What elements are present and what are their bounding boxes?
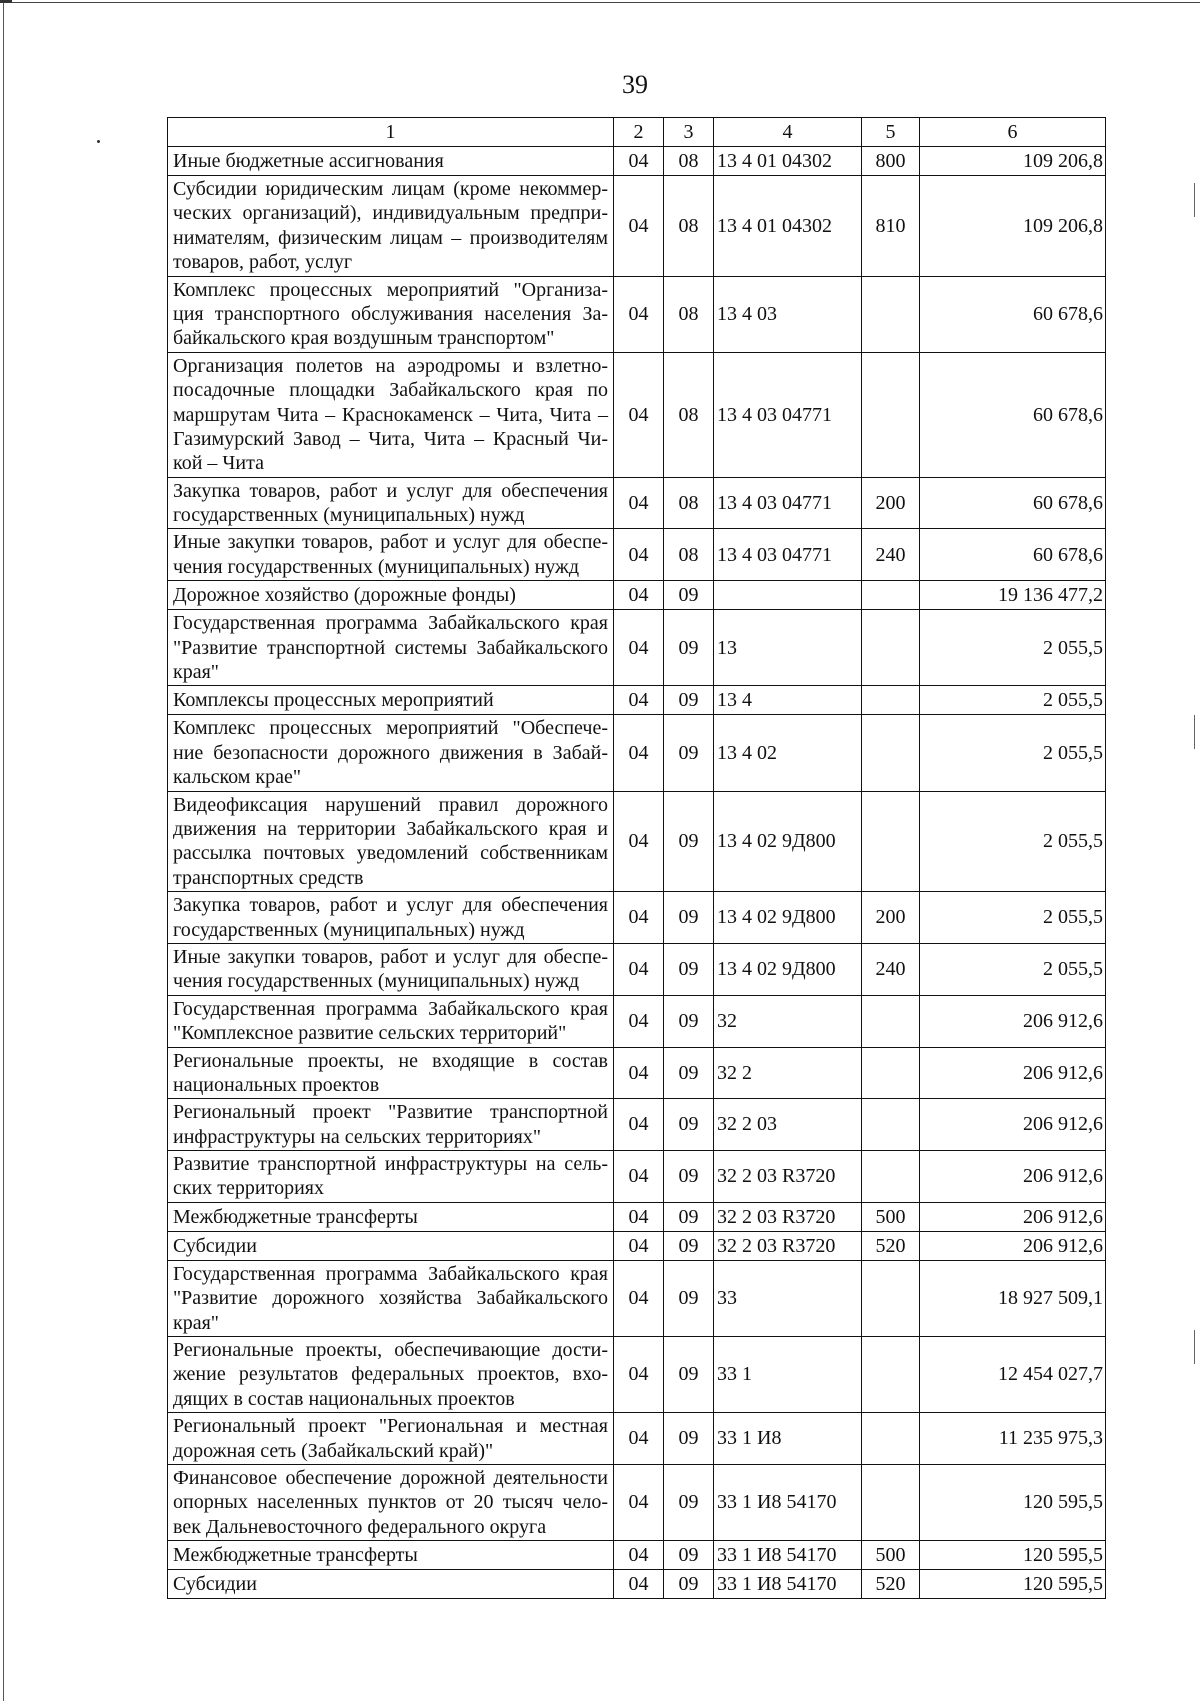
cell-section: 04 [614, 995, 664, 1047]
cell-amount: 206 912,6 [920, 1099, 1106, 1151]
cell-expense-type [862, 581, 920, 610]
cell-section: 04 [614, 892, 664, 944]
table-row [168, 715, 1106, 791]
cell-amount: 206 912,6 [920, 1231, 1106, 1260]
cell-target-code: 13 4 02 9Д800 [714, 791, 862, 892]
cell-name: Иные закупки товаров, работ и услуг для обеспе-чения государственных (муниципальных) нужд [168, 529, 614, 581]
cell-section: 04 [614, 1260, 664, 1336]
cell-subsection: 08 [664, 529, 714, 581]
cell-subsection: 09 [664, 1151, 714, 1203]
cell-name: Региональные проекты, обеспечивающие дости-жение результатов федеральных проектов, вхо-дящих в состав национальных проектов [168, 1337, 614, 1413]
cell-name: Региональный проект "Региональная и местная дорожная сеть (Забайкальский край)" [168, 1413, 614, 1465]
header-col-5: 5 [862, 118, 920, 147]
cell-section: 04 [614, 1413, 664, 1465]
cell-expense-type: 810 [862, 176, 920, 277]
cell-target-code: 33 1 [714, 1337, 862, 1413]
table-row [168, 581, 1106, 610]
table-row [168, 147, 1106, 176]
cell-expense-type [862, 1413, 920, 1465]
header-col-3: 3 [664, 118, 714, 147]
cell-subsection: 09 [664, 1413, 714, 1465]
cell-section: 04 [614, 686, 664, 715]
cell-subsection: 09 [664, 581, 714, 610]
cell-expense-type [862, 276, 920, 352]
page-number: 39 [622, 70, 648, 99]
cell-name: Закупка товаров, работ и услуг для обеспечения государственных (муниципальных) нужд [168, 892, 614, 944]
cell-subsection: 09 [664, 1202, 714, 1231]
cell-target-code: 32 2 [714, 1047, 862, 1099]
cell-subsection: 08 [664, 477, 714, 529]
cell-target-code: 13 [714, 610, 862, 686]
cell-amount: 2 055,5 [920, 610, 1106, 686]
margin-mark [1194, 715, 1195, 749]
cell-amount: 12 454 027,7 [920, 1337, 1106, 1413]
cell-target-code: 13 4 02 9Д800 [714, 943, 862, 995]
cell-name: Государственная программа Забайкальского края "Развитие транспортной системы Забайкальского края" [168, 610, 614, 686]
cell-expense-type: 200 [862, 477, 920, 529]
cell-target-code: 13 4 [714, 686, 862, 715]
cell-subsection: 09 [664, 1231, 714, 1260]
cell-expense-type [862, 352, 920, 477]
table-row [168, 1099, 1106, 1151]
cell-name: Государственная программа Забайкальского края "Развитие дорожного хозяйства Забайкальского края" [168, 1260, 614, 1336]
cell-subsection: 09 [664, 1047, 714, 1099]
cell-expense-type: 200 [862, 892, 920, 944]
cell-expense-type [862, 995, 920, 1047]
cell-expense-type: 520 [862, 1570, 920, 1599]
cell-amount: 120 595,5 [920, 1541, 1106, 1570]
cell-name: Развитие транспортной инфраструктуры на сель-ских территориях [168, 1151, 614, 1203]
scan-border-left [3, 0, 4, 1701]
cell-subsection: 09 [664, 610, 714, 686]
table-row [168, 943, 1106, 995]
cell-amount: 60 678,6 [920, 352, 1106, 477]
cell-name: Закупка товаров, работ и услуг для обеспечения государственных (муниципальных) нужд [168, 477, 614, 529]
cell-target-code: 32 2 03 R3720 [714, 1231, 862, 1260]
cell-target-code: 32 2 03 R3720 [714, 1151, 862, 1203]
margin-mark [1194, 1330, 1195, 1364]
cell-amount: 109 206,8 [920, 176, 1106, 277]
cell-name: Межбюджетные трансферты [168, 1202, 614, 1231]
cell-subsection: 09 [664, 1260, 714, 1336]
cell-name: Комплекс процессных мероприятий "Обеспече-ние безопасности дорожного движения в Забай-кальском крае" [168, 715, 614, 791]
table-row [168, 477, 1106, 529]
cell-section: 04 [614, 352, 664, 477]
cell-section: 04 [614, 276, 664, 352]
cell-amount: 120 595,5 [920, 1570, 1106, 1599]
cell-amount: 206 912,6 [920, 995, 1106, 1047]
cell-section: 04 [614, 176, 664, 277]
table-row [168, 892, 1106, 944]
cell-name: Государственная программа Забайкальского края "Комплексное развитие сельских территорий" [168, 995, 614, 1047]
cell-subsection: 09 [664, 1541, 714, 1570]
table-row [168, 1047, 1106, 1099]
cell-amount: 60 678,6 [920, 276, 1106, 352]
cell-amount: 2 055,5 [920, 686, 1106, 715]
cell-amount: 206 912,6 [920, 1202, 1106, 1231]
cell-section: 04 [614, 791, 664, 892]
cell-amount: 120 595,5 [920, 1464, 1106, 1540]
cell-section: 04 [614, 715, 664, 791]
cell-subsection: 09 [664, 1337, 714, 1413]
table-row [168, 610, 1106, 686]
cell-target-code [714, 581, 862, 610]
cell-section: 04 [614, 1151, 664, 1203]
cell-name: Организация полетов на аэродромы и взлетно-посадочные площадки Забайкальского края по маршрутам Чита – Краснокаменск – Чита, Чита – Газимурский Завод – Чита, Чита – Красный Чи-кой – Чита [168, 352, 614, 477]
cell-expense-type [862, 715, 920, 791]
cell-amount: 206 912,6 [920, 1047, 1106, 1099]
header-col-6: 6 [920, 118, 1106, 147]
cell-expense-type [862, 791, 920, 892]
cell-name: Субсидии [168, 1570, 614, 1599]
cell-section: 04 [614, 610, 664, 686]
cell-expense-type: 500 [862, 1541, 920, 1570]
cell-name: Субсидии [168, 1231, 614, 1260]
scan-border-top [0, 2, 1200, 3]
table-row [168, 1151, 1106, 1203]
cell-section: 04 [614, 1047, 664, 1099]
table-body [168, 147, 1106, 1599]
cell-target-code: 33 [714, 1260, 862, 1336]
cell-section: 04 [614, 1202, 664, 1231]
cell-subsection: 08 [664, 147, 714, 176]
cell-expense-type: 520 [862, 1231, 920, 1260]
header-col-4: 4 [714, 118, 862, 147]
cell-subsection: 09 [664, 892, 714, 944]
cell-target-code: 13 4 03 04771 [714, 529, 862, 581]
cell-subsection: 09 [664, 715, 714, 791]
cell-amount: 2 055,5 [920, 892, 1106, 944]
cell-name: Субсидии юридическим лицам (кроме некоммер-ческих организаций), индивидуальным предпри-нимателям, физическим лицам – производителям товаров, работ, услуг [168, 176, 614, 277]
cell-amount: 2 055,5 [920, 943, 1106, 995]
cell-subsection: 09 [664, 943, 714, 995]
cell-name: Региональные проекты, не входящие в состав национальных проектов [168, 1047, 614, 1099]
cell-subsection: 09 [664, 1099, 714, 1151]
cell-amount: 60 678,6 [920, 529, 1106, 581]
table-row [168, 1413, 1106, 1465]
cell-target-code: 13 4 03 04771 [714, 352, 862, 477]
cell-expense-type [862, 1260, 920, 1336]
cell-subsection: 09 [664, 1570, 714, 1599]
cell-section: 04 [614, 1337, 664, 1413]
cell-name: Дорожное хозяйство (дорожные фонды) [168, 581, 614, 610]
table-row [168, 1231, 1106, 1260]
cell-section: 04 [614, 1464, 664, 1540]
cell-section: 04 [614, 943, 664, 995]
cell-section: 04 [614, 1231, 664, 1260]
scan-corner-mark [0, 0, 12, 3]
cell-amount: 2 055,5 [920, 715, 1106, 791]
cell-name: Комплекс процессных мероприятий "Организа-ция транспортного обслуживания населения За-байкальского края воздушным транспортом" [168, 276, 614, 352]
cell-target-code: 33 1 И8 54170 [714, 1570, 862, 1599]
table-row [168, 1337, 1106, 1413]
cell-name: Комплексы процессных мероприятий [168, 686, 614, 715]
cell-amount: 109 206,8 [920, 147, 1106, 176]
table-row [168, 529, 1106, 581]
cell-target-code: 33 1 И8 54170 [714, 1541, 862, 1570]
cell-section: 04 [614, 147, 664, 176]
header-col-2: 2 [614, 118, 664, 147]
cell-amount: 11 235 975,3 [920, 1413, 1106, 1465]
table-row [168, 995, 1106, 1047]
table-row [168, 1464, 1106, 1540]
cell-name: Видеофиксация нарушений правил дорожного движения на территории Забайкальского края и рассылка почтовых уведомлений собственникам транспортных средств [168, 791, 614, 892]
cell-target-code: 13 4 03 [714, 276, 862, 352]
cell-amount: 206 912,6 [920, 1151, 1106, 1203]
cell-name: Региональный проект "Развитие транспортной инфраструктуры на сельских территориях" [168, 1099, 614, 1151]
cell-section: 04 [614, 1570, 664, 1599]
margin-mark [1194, 183, 1195, 217]
cell-subsection: 09 [664, 791, 714, 892]
cell-name: Межбюджетные трансферты [168, 1541, 614, 1570]
cell-section: 04 [614, 1099, 664, 1151]
cell-expense-type [862, 1464, 920, 1540]
cell-target-code: 13 4 02 9Д800 [714, 892, 862, 944]
cell-expense-type [862, 686, 920, 715]
table-row [168, 176, 1106, 277]
header-col-1: 1 [168, 118, 614, 147]
cell-expense-type: 800 [862, 147, 920, 176]
table-row [168, 1541, 1106, 1570]
table-row [168, 276, 1106, 352]
cell-section: 04 [614, 529, 664, 581]
cell-amount: 19 136 477,2 [920, 581, 1106, 610]
cell-subsection: 08 [664, 276, 714, 352]
table-row [168, 352, 1106, 477]
cell-amount: 2 055,5 [920, 791, 1106, 892]
cell-expense-type [862, 610, 920, 686]
cell-subsection: 08 [664, 352, 714, 477]
table-row [168, 1202, 1106, 1231]
cell-target-code: 13 4 03 04771 [714, 477, 862, 529]
budget-table [167, 117, 1106, 1599]
cell-subsection: 08 [664, 176, 714, 277]
cell-amount: 60 678,6 [920, 477, 1106, 529]
table-header-row [168, 118, 1106, 147]
cell-target-code: 32 2 03 [714, 1099, 862, 1151]
cell-expense-type [862, 1099, 920, 1151]
cell-target-code: 32 [714, 995, 862, 1047]
cell-subsection: 09 [664, 1464, 714, 1540]
cell-target-code: 13 4 02 [714, 715, 862, 791]
table-row [168, 791, 1106, 892]
cell-expense-type: 240 [862, 943, 920, 995]
cell-expense-type: 240 [862, 529, 920, 581]
cell-expense-type [862, 1337, 920, 1413]
cell-target-code: 13 4 01 04302 [714, 176, 862, 277]
cell-name: Иные бюджетные ассигнования [168, 147, 614, 176]
cell-name: Финансовое обеспечение дорожной деятельности опорных населенных пунктов от 20 тысяч чело-век Дальневосточного федерального округа [168, 1464, 614, 1540]
cell-name: Иные закупки товаров, работ и услуг для обеспе-чения государственных (муниципальных) нужд [168, 943, 614, 995]
cell-section: 04 [614, 1541, 664, 1570]
cell-target-code: 13 4 01 04302 [714, 147, 862, 176]
cell-expense-type [862, 1047, 920, 1099]
scan-speck [97, 140, 100, 143]
cell-section: 04 [614, 477, 664, 529]
cell-target-code: 33 1 И8 [714, 1413, 862, 1465]
table-row [168, 1260, 1106, 1336]
cell-expense-type: 500 [862, 1202, 920, 1231]
cell-target-code: 32 2 03 R3720 [714, 1202, 862, 1231]
table-row [168, 686, 1106, 715]
cell-target-code: 33 1 И8 54170 [714, 1464, 862, 1540]
table-row [168, 1570, 1106, 1599]
cell-section: 04 [614, 581, 664, 610]
cell-subsection: 09 [664, 686, 714, 715]
cell-subsection: 09 [664, 995, 714, 1047]
cell-amount: 18 927 509,1 [920, 1260, 1106, 1336]
cell-expense-type [862, 1151, 920, 1203]
